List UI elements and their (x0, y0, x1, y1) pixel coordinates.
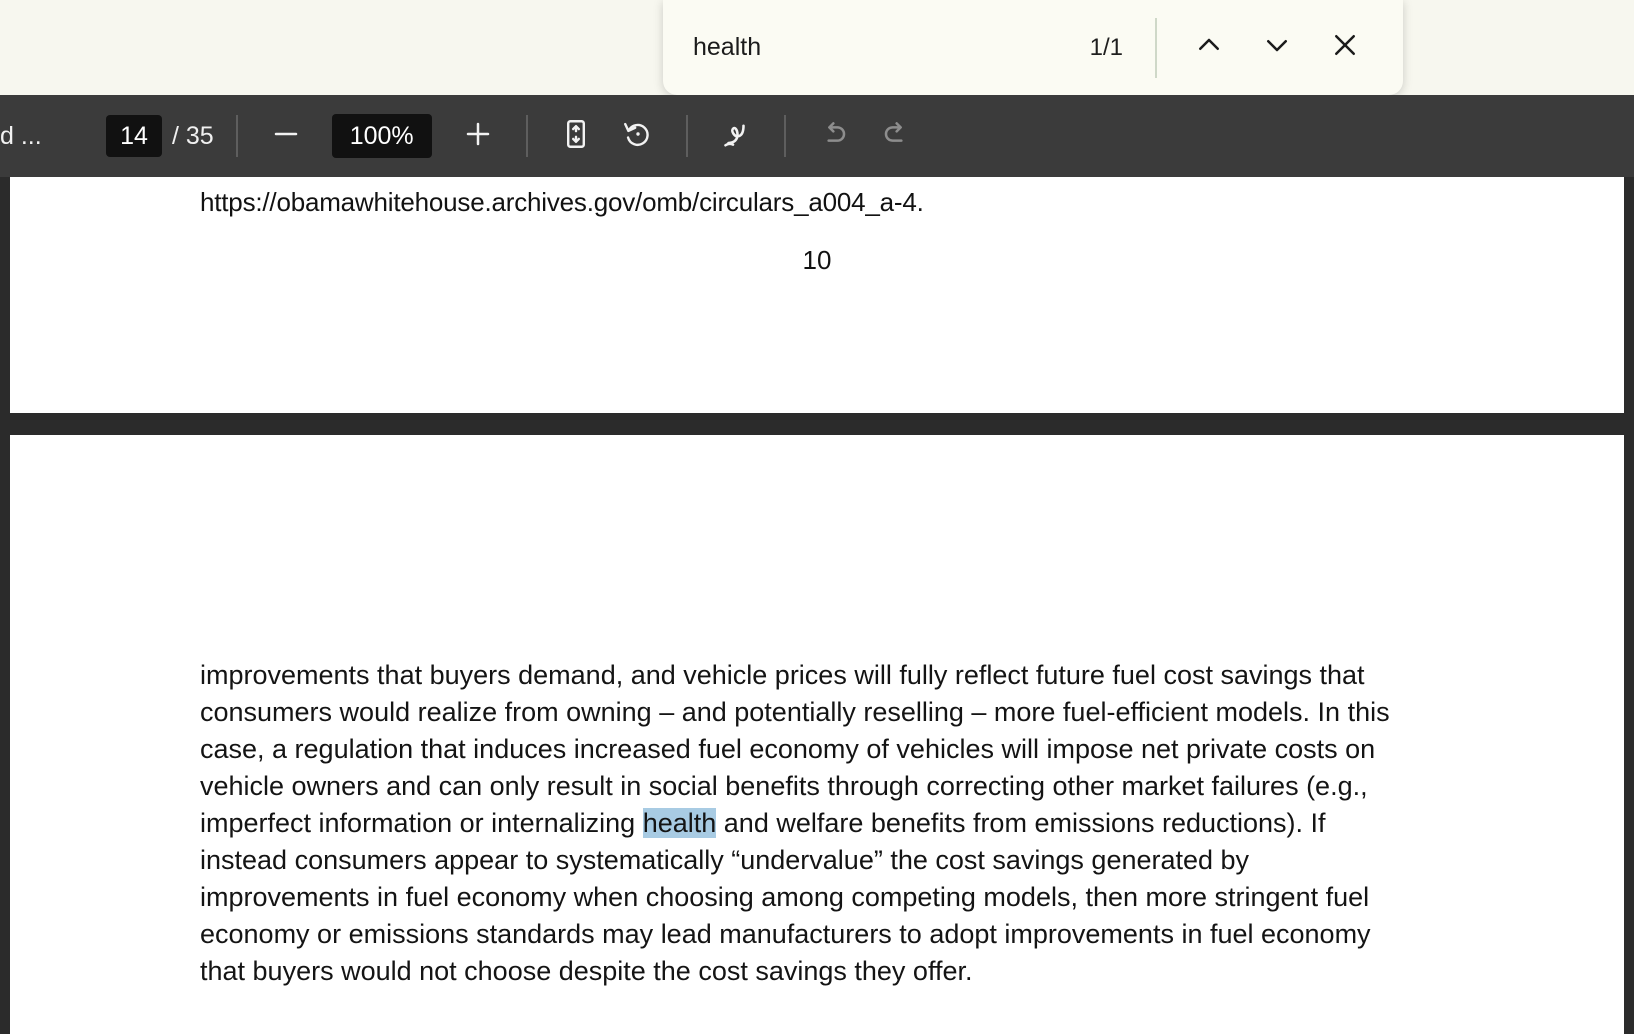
zoom-in-button[interactable] (452, 110, 504, 162)
toolbar-divider-2 (526, 115, 528, 157)
pdf-viewer[interactable] (0, 177, 1634, 1034)
find-bar (663, 0, 1403, 95)
page-navigation (106, 115, 214, 157)
page-total-label: / 35 (172, 121, 214, 150)
pen-draw-icon (718, 116, 754, 157)
undo-button[interactable] (808, 110, 860, 162)
toolbar-divider-4 (784, 115, 786, 157)
zoom-level-value[interactable]: 100% (332, 114, 432, 158)
page-number-input[interactable] (106, 115, 162, 157)
body-paragraph (200, 657, 1395, 990)
close-icon (1330, 30, 1360, 65)
undo-icon (818, 118, 850, 155)
find-previous-button[interactable] (1181, 20, 1237, 76)
page-footer-number: 10 (802, 245, 832, 275)
search-highlight: health (642, 808, 717, 838)
find-divider (1155, 18, 1157, 78)
fit-to-page-button[interactable] (550, 110, 602, 162)
paragraph-text-before: improvements that buyers demand, and vehicle prices will fully reflect future fuel cost savings that consumers would realize from owning – and potentially reselling – more fuel-efficient models. In this case, a regulation that induces increased fuel economy of vehicles will impose net private costs on vehicle owners and can only result in social benefits through correcting other market failures (e.g., imperfect information or internalizing (200, 660, 1390, 838)
paragraph-text-after: and welfare benefits from emissions reductions). If instead consumers appear to systematically “undervalue” the cost savings generated by improvements in fuel economy when choosing among competing models, then more stringent fuel economy or emissions standards may lead manufacturers to adopt improvements in fuel economy that buyers would not choose despite the cost savings they offer. (200, 808, 1371, 986)
annotate-button[interactable] (710, 110, 762, 162)
redo-icon (880, 118, 912, 155)
toolbar-divider-1 (236, 115, 238, 157)
plus-icon (463, 119, 493, 154)
pdf-toolbar (0, 95, 1634, 177)
find-close-button[interactable] (1317, 20, 1373, 76)
pdf-page-previous (10, 177, 1624, 413)
zoom-out-button[interactable] (260, 110, 312, 162)
chevron-up-icon (1194, 30, 1224, 65)
chevron-down-icon (1262, 30, 1292, 65)
redo-button[interactable] (870, 110, 922, 162)
find-input[interactable] (693, 33, 1090, 62)
rotate-button[interactable] (612, 110, 664, 162)
zoom-controls (260, 110, 504, 162)
fit-page-icon (559, 117, 593, 156)
find-match-count: 1/1 (1089, 33, 1123, 61)
pdf-page-current (10, 435, 1624, 1034)
document-title: d ... (0, 121, 42, 150)
minus-icon (271, 119, 301, 154)
toolbar-divider-3 (686, 115, 688, 157)
find-next-button[interactable] (1249, 20, 1305, 76)
reference-url-text: https://obamawhitehouse.archives.gov/omb/circulars_a004_a-4. (200, 187, 924, 217)
rotate-icon (621, 117, 655, 156)
